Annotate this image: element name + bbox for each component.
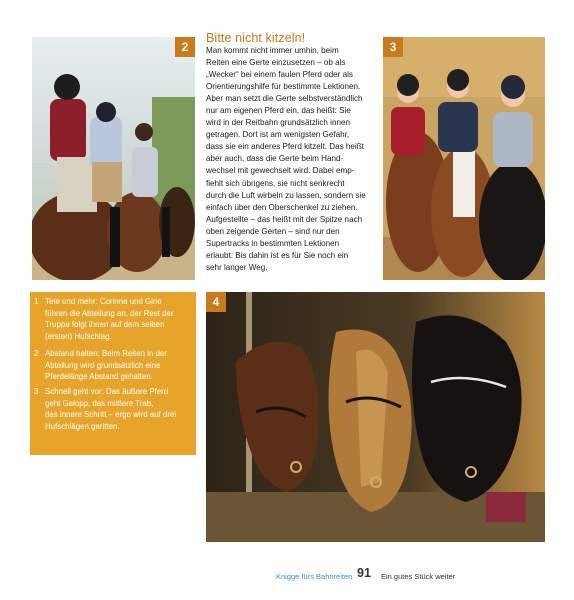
body-line: Aber man setzt die Gerte selbstverständlich: [206, 94, 363, 104]
body-line: nur am eigenen Pferd ein, das heißt: Sie: [206, 106, 351, 116]
photo-three-riders: [383, 37, 545, 280]
body-line: einfach über den Oberschenkel zu ziehen.: [206, 202, 358, 212]
photo-riders-arena: [32, 37, 195, 280]
caption-line: Schnell geht vor: Das äußere Pferd: [45, 387, 169, 396]
body-line: sehr langer Weg.: [206, 262, 268, 272]
footer-section-title: Knigge fürs Bahnreiten: [276, 572, 353, 581]
body-line: erlaubt. Bis dahin ist es für Sie noch ein: [206, 250, 349, 260]
caption-line: (ersten) Hufschlag.: [45, 331, 112, 341]
sidebar-heading: Bitte nicht kitzeln!: [206, 31, 306, 45]
caption-box: [30, 292, 196, 455]
body-line: Supertracks in bestimmten Lektionen: [206, 238, 340, 248]
caption-line: Pferdelänge Abstand gehalten.: [45, 372, 153, 382]
body-line: Man kommt nicht immer umhin, beim: [206, 46, 339, 55]
caption-line: Abteilung wird grundsätzlich eine: [45, 360, 161, 370]
caption-line: führen die Abteilung an, der Rest der: [45, 308, 174, 318]
body-line: aber auch, dass die Gerte beim Hand-: [206, 154, 344, 164]
photo-horse-heads: [206, 292, 545, 542]
body-line: getragen. Dort ist am wenigsten Gefahr,: [206, 130, 350, 140]
body-line: durch die Luft wirbeln zu lassen, sondern sie: [206, 190, 366, 200]
caption-number: 1: [34, 297, 39, 306]
body-line: fiehlt sich übrigens, sie nicht senkrecht: [206, 178, 345, 188]
caption-line: Abstand halten: Beim Reiten in der: [45, 349, 167, 358]
caption-number: 2: [34, 349, 39, 358]
footer-chapter-title: Ein gutes Stück weiter: [381, 572, 456, 581]
photo-number-badge: 2: [175, 37, 195, 57]
body-line: dass sie ein anderes Pferd kitzelt. Das heißt: [206, 142, 364, 152]
caption-line: Truppe folgt ihnen auf dem selben: [45, 320, 165, 330]
photo-number-badge: 3: [383, 37, 403, 57]
body-line: oben zeigende Gerten – sind nur den: [206, 226, 340, 236]
caption-line: Tete und mehr: Corinna und Gino: [45, 297, 162, 306]
caption-line: geht Galopp, das mittlere Trab,: [45, 398, 154, 408]
caption-line: das innere Schritt – ergo wird auf drei: [45, 410, 177, 420]
page-number: 91: [357, 566, 371, 580]
body-text: [206, 45, 378, 274]
caption-number: 3: [34, 387, 39, 396]
body-line: wechsel mit gewechselt wird. Dabei emp-: [206, 166, 355, 176]
photo-number-badge: 4: [206, 292, 226, 312]
body-line: Reiten eine Gerte einzusetzen – ob als: [206, 58, 346, 68]
caption-line: Hufschlägen geritten.: [45, 421, 120, 431]
body-line: Aufgestellte – das heißt mit der Spitze nach: [206, 214, 363, 224]
body-line: Orientierungshilfe für bestimmte Lektionen.: [206, 82, 361, 92]
body-line: wird in der Reitbahn grundsätzlich innen: [206, 118, 350, 128]
body-line: „Wecker“ bei einem faulen Pferd oder als: [206, 70, 353, 80]
